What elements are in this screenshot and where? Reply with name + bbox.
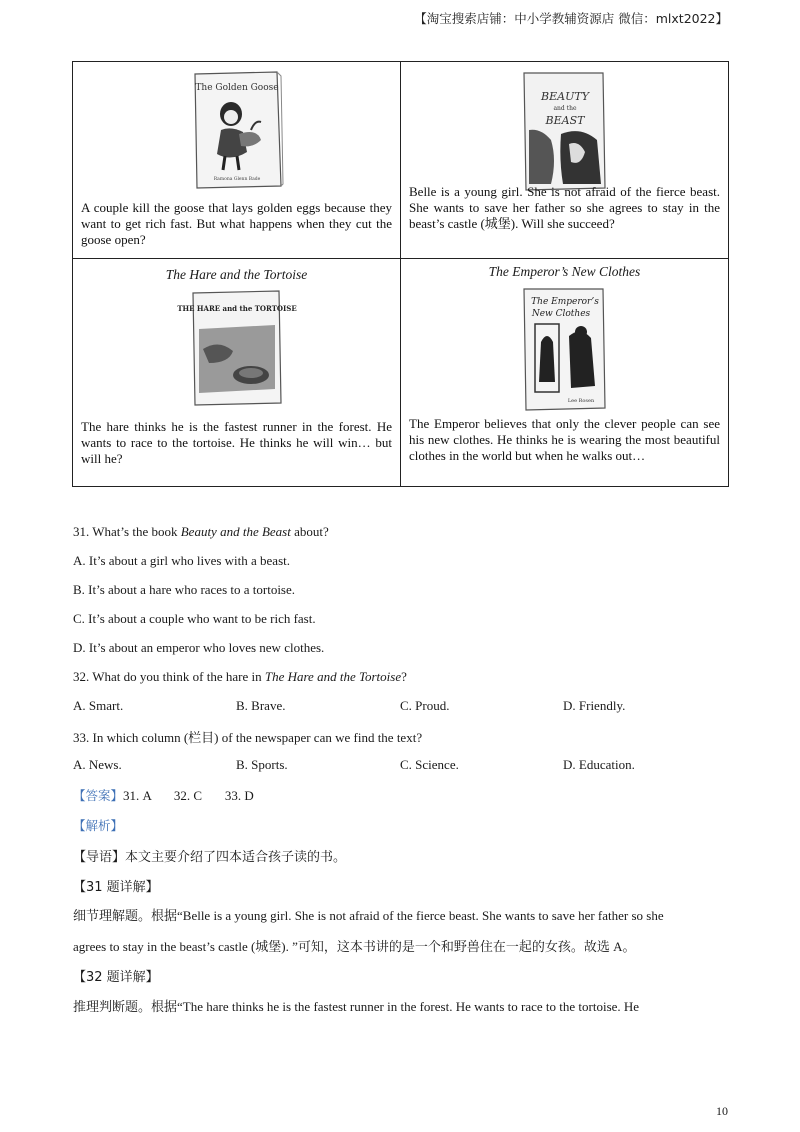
q32-option-a: A. Smart. [73, 698, 124, 713]
emperor-cover-line2: New Clothes [531, 309, 590, 319]
beauty-beast-cover [521, 70, 609, 192]
q33-option-d: D. Education. [563, 757, 635, 772]
q31-detail-line1: 细节理解题。根据“Belle is a young girl. She is not afraid of the fierce beast. She wants to save her father so she [73, 908, 664, 923]
q32-stem-pre: 32. What do you think of the hare in [73, 669, 265, 684]
books-table [72, 61, 729, 487]
answer-line [73, 786, 254, 804]
emperor-description: The Emperor believes that only the clever people can see his new clothes. He thinks he is wearing the most beautiful clothes in the world but when he walks out… [409, 416, 720, 463]
page-number: 10 [716, 1104, 728, 1118]
q31-stem-post: about? [290, 524, 329, 539]
golden-goose-cover [191, 70, 283, 190]
q33-option-a: A. News. [73, 757, 122, 772]
q33-option-c: C. Science. [400, 757, 459, 772]
beauty-beast-cover-line1: BEAUTY [540, 90, 589, 103]
hare-tortoise-title: The Hare and the Tortoise [165, 267, 308, 282]
emperor-cover-author: Lee Rosen [567, 398, 594, 404]
q32-detail-line1: 推理判断题。根据“The hare thinks he is the fastest runner in the forest. He wants to race to the tortoise. He [73, 999, 640, 1014]
emperor-cover [521, 286, 609, 412]
book-cell-emperor [401, 259, 729, 487]
q31-detail-line2: agrees to stay in the beast’s castle (城堡). ”可知，这本书讲的是一个和野兽住在一起的女孩。故选 A。 [73, 939, 636, 954]
book-cell-beauty-beast [401, 62, 729, 259]
answer-label: 【答案】 [73, 788, 124, 803]
q32-detail-label: 【32 题详解】 [73, 970, 159, 985]
q33-stem: 33. In which column (栏目) of the newspaper can we find the text? [73, 730, 423, 745]
intro-line: 【导语】本文主要介绍了四本适合孩子读的书。 [73, 850, 347, 865]
golden-goose-description: A couple kill the goose that lays golden eggs because they want to get rich fast. But what happens when they cut the goose open? [81, 200, 392, 247]
q31-stem-pre: 31. What’s the book [73, 524, 181, 539]
q32-option-d: D. Friendly. [563, 698, 626, 713]
book-cell-hare-tortoise [73, 259, 401, 487]
q31-stem-title: Beauty and the Beast [180, 524, 291, 539]
beauty-beast-cover-line3: BEAST [545, 114, 584, 127]
golden-goose-cover-title: The Golden Goose [194, 83, 279, 93]
emperor-title: The Emperor’s New Clothes [488, 264, 641, 279]
beauty-beast-cover-line2: and the [552, 105, 577, 112]
hare-tortoise-description: The hare thinks he is the fastest runner in the forest. He wants to race to the tortoise. He thinks he will win… but will he? [81, 419, 392, 466]
q32-option-c: C. Proud. [400, 698, 450, 713]
page-header: 【淘宝搜索店铺：中小学教辅资源店 微信：mlxt2022】 [414, 11, 728, 26]
golden-goose-cover-author: Ramona Glenn Bade [213, 177, 260, 182]
q31-option-b: B. It’s about a hare who races to a tortoise. [73, 582, 296, 597]
emperor-cover-line1: The Emperor’s [530, 297, 599, 307]
hare-tortoise-cover-title: THE HARE and the TORTOISE [176, 304, 297, 313]
q31-option-a: A. It’s about a girl who lives with a beast. [73, 553, 290, 568]
q32-option-b: B. Brave. [236, 698, 286, 713]
q32-stem [73, 669, 407, 685]
analysis-line [73, 816, 123, 834]
q31-stem [73, 524, 329, 540]
beauty-beast-description: Belle is a young girl. She is not afraid of the fierce beast. She wants to save her father so she agrees to stay in the beast’s castle (城堡). Will she succeed? [409, 184, 720, 231]
q31-detail-label: 【31 题详解】 [73, 880, 159, 895]
q31-option-c: C. It’s about a couple who want to be rich fast. [73, 611, 316, 626]
q32-stem-title: The Hare and the Tortoise [264, 669, 402, 684]
q32-stem-post: ? [401, 669, 407, 684]
book-cell-golden-goose [73, 62, 401, 259]
answer-values: 31. A 32. C 33. D [123, 788, 254, 803]
analysis-label: 【解析】 [73, 818, 124, 833]
hare-tortoise-cover [176, 289, 297, 407]
q33-option-b: B. Sports. [236, 757, 288, 772]
q31-option-d: D. It’s about an emperor who loves new clothes. [73, 640, 325, 655]
